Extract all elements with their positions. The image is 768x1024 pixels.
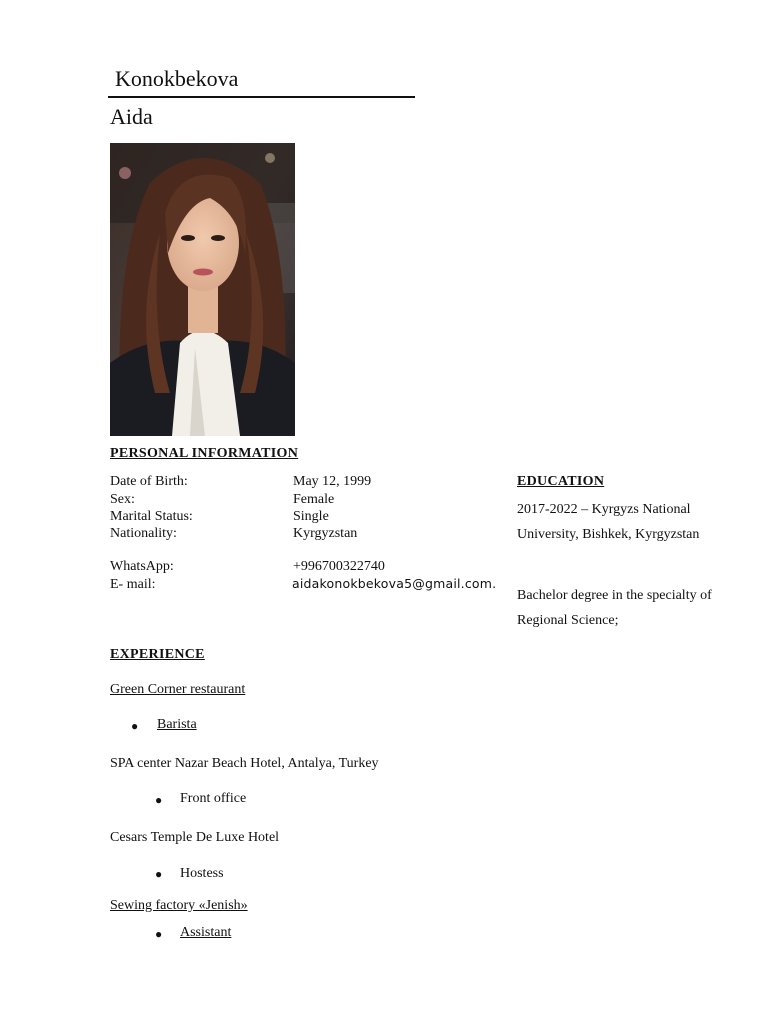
job-place-spa-center: SPA center Nazar Beach Hotel, Antalya, Turkey — [110, 756, 379, 771]
bullet-icon: ● — [131, 719, 139, 733]
job-role-front-office: Front office — [180, 791, 247, 806]
sex-label: Sex: — [110, 492, 135, 507]
bullet-icon: ● — [155, 927, 163, 941]
given-name: Aida — [110, 104, 153, 129]
job-place-sewing-factory: Sewing factory «Jenish» — [110, 898, 248, 913]
nationality-value: Kyrgyzstan — [293, 526, 358, 541]
portrait-photo — [110, 143, 295, 436]
whatsapp-label: WhatsApp: — [110, 559, 174, 574]
nationality-label: Nationality: — [110, 526, 177, 541]
job-place-green-corner: Green Corner restaurant — [110, 682, 246, 697]
personal-info-heading: PERSONAL INFORMATION — [110, 446, 299, 461]
whatsapp-value: +996700322740 — [293, 559, 385, 574]
experience-heading: EXPERIENCE — [110, 647, 205, 662]
marital-status-label: Marital Status: — [110, 509, 193, 524]
email-value: aidakonokbekova5@gmail.com. — [292, 576, 497, 591]
email-label: E- mail: — [110, 577, 156, 592]
education-heading: EDUCATION — [517, 474, 605, 489]
education-institution: 2017-2022 – Kyrgyzs National University, Bishkek, Kyrgyzstan — [517, 502, 700, 542]
dob-value: May 12, 1999 — [293, 474, 372, 489]
education-degree: Bachelor degree in the specialty of Regional Science; — [517, 588, 712, 628]
dob-label: Date of Birth: — [110, 474, 188, 489]
job-role-assistant: Assistant — [180, 925, 232, 940]
job-role-hostess: Hostess — [180, 866, 224, 881]
bullet-icon: ● — [155, 793, 163, 807]
sex-value: Female — [293, 492, 335, 507]
name-divider — [108, 96, 415, 98]
job-place-cesars-temple: Cesars Temple De Luxe Hotel — [110, 830, 280, 845]
job-role-barista: Barista — [157, 717, 197, 732]
marital-status-value: Single — [293, 509, 329, 524]
surname: Konokbekova — [115, 66, 239, 91]
bullet-icon: ● — [155, 867, 163, 881]
